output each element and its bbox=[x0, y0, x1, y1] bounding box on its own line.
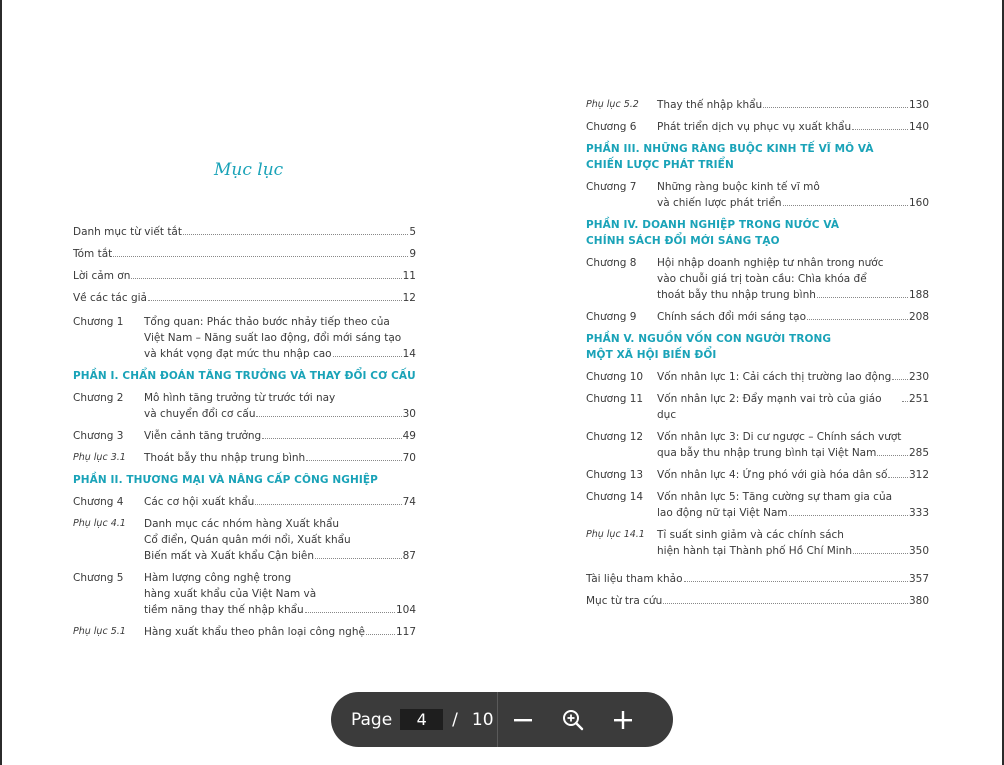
toc-entry-last-line bbox=[144, 602, 416, 618]
toc-entry-body bbox=[144, 450, 416, 466]
toc-entry-text: Thoát bẫy thu nhập trung bình bbox=[144, 452, 306, 464]
toc-entry-label: Chương 6 bbox=[586, 121, 637, 133]
toc-entry-body bbox=[144, 428, 416, 444]
toc-entry[interactable] bbox=[73, 224, 416, 240]
toc-entry-last-line bbox=[73, 268, 416, 284]
dot-leader bbox=[333, 356, 402, 357]
toc-entry-last-line bbox=[657, 119, 929, 135]
toc-page-number: 333 bbox=[908, 507, 929, 519]
toc-entry-label: Phụ lục 5.2 bbox=[586, 99, 639, 110]
toc-entry-label: Chương 10 bbox=[586, 371, 644, 383]
toc-entry-text: Tỉ suất sinh giảm và các chính sách bbox=[657, 529, 844, 541]
toc-page-number: 140 bbox=[908, 121, 929, 133]
toc-page-number: 357 bbox=[908, 573, 929, 585]
toc-entry-text: tiềm năng thay thế nhập khẩu bbox=[144, 604, 304, 616]
toc-entry-text: Chính sách đổi mới sáng tạo bbox=[657, 311, 807, 323]
page-title: Mục lục bbox=[214, 160, 284, 180]
toc-entry[interactable] bbox=[73, 494, 416, 510]
toc-entry[interactable] bbox=[73, 314, 416, 362]
toc-entry[interactable] bbox=[73, 516, 416, 564]
dot-leader bbox=[888, 477, 908, 478]
toc-entry-text: hàng xuất khẩu của Việt Nam và bbox=[144, 588, 317, 600]
toc-entry-body bbox=[144, 494, 416, 510]
toc-entry-last-line bbox=[657, 445, 929, 461]
toc-entry-text: Hội nhập doanh nghiệp tư nhân trong nước bbox=[657, 257, 884, 269]
toc-entry[interactable] bbox=[73, 570, 416, 618]
toc-entry-text: Về các tác giả bbox=[73, 292, 147, 304]
dot-leader bbox=[148, 300, 402, 301]
toc-entry-body bbox=[144, 516, 416, 564]
toc-entry-text: Vốn nhân lực 1: Cải cách thị trường lao động bbox=[657, 371, 892, 383]
dot-leader bbox=[763, 107, 908, 108]
toc-entry-label: Chương 8 bbox=[586, 257, 637, 269]
toc-entry-last-line bbox=[73, 224, 416, 240]
toc-entry-body bbox=[144, 390, 416, 422]
toc-entry[interactable] bbox=[73, 450, 416, 466]
toc-entry-text: Lời cảm ơn bbox=[73, 270, 131, 282]
toc-entry[interactable] bbox=[586, 369, 929, 385]
page-navigator bbox=[331, 692, 497, 747]
toc-entry-last-line bbox=[657, 543, 929, 559]
toc-entry-label: Chương 13 bbox=[586, 469, 644, 481]
toc-entry-body bbox=[73, 224, 416, 240]
toc-page-number: 9 bbox=[409, 248, 416, 260]
toc-page-number: 230 bbox=[908, 371, 929, 383]
toc-entry-text: Vốn nhân lực 3: Di cư ngược – Chính sách vượt bbox=[657, 431, 902, 443]
toc-entry-text: và khát vọng đạt mức thu nhập cao bbox=[144, 348, 332, 360]
toc-page-number: 14 bbox=[402, 348, 416, 360]
toc-entry-last-line bbox=[144, 450, 416, 466]
toc-entry-text: Danh mục các nhóm hàng Xuất khẩu bbox=[144, 518, 340, 530]
dot-leader bbox=[783, 205, 908, 206]
toc-entry-last-line bbox=[657, 287, 929, 303]
toc-entry-body bbox=[657, 527, 929, 559]
toc-entry-text: Hàm lượng công nghệ trong bbox=[144, 572, 292, 584]
toc-entry-body bbox=[73, 246, 416, 262]
toc-entry-body bbox=[657, 391, 929, 423]
toc-entry-last-line bbox=[657, 391, 929, 423]
toc-entry-last-line bbox=[657, 309, 929, 325]
toc-page-number: 130 bbox=[908, 99, 929, 111]
dot-leader bbox=[853, 553, 908, 554]
toc-entry-label: Chương 1 bbox=[73, 316, 124, 328]
toc-entry-body bbox=[657, 97, 929, 113]
toc-page-number: 160 bbox=[908, 197, 929, 209]
toc-entry[interactable] bbox=[586, 489, 929, 521]
dot-leader bbox=[315, 558, 402, 559]
toc-page-number: 87 bbox=[402, 550, 416, 562]
toc-entry-label: Chương 7 bbox=[586, 181, 637, 193]
dot-leader bbox=[305, 612, 395, 613]
dot-leader bbox=[892, 379, 908, 380]
viewer-frame-left bbox=[0, 0, 2, 765]
toc-entry-body bbox=[657, 309, 929, 325]
toc-entry-body bbox=[144, 314, 416, 362]
dot-leader bbox=[366, 634, 395, 635]
toc-entry-text: Các cơ hội xuất khẩu bbox=[144, 496, 255, 508]
toc-entry-body bbox=[144, 624, 416, 640]
toc-entry-last-line bbox=[657, 195, 929, 211]
toc-entry-body bbox=[657, 255, 929, 303]
dot-leader bbox=[663, 603, 908, 604]
toc-entry-last-line bbox=[144, 346, 416, 362]
toc-entry[interactable] bbox=[586, 309, 929, 325]
toc-entry-text: vào chuỗi giá trị toàn cầu: Chìa khóa để bbox=[657, 273, 867, 285]
toc-entry-text: Vốn nhân lực 5: Tăng cường sự tham gia của bbox=[657, 491, 893, 503]
toc-entry-text: Hàng xuất khẩu theo phân loại công nghệ bbox=[144, 626, 365, 638]
toc-page-number: 251 bbox=[908, 393, 929, 405]
toc-page-number: 285 bbox=[908, 447, 929, 459]
toc-entry-body bbox=[657, 467, 929, 483]
dot-leader bbox=[113, 256, 408, 257]
toc-entry-text: Viễn cảnh tăng trưởng bbox=[144, 430, 262, 442]
dot-leader bbox=[183, 234, 408, 235]
toc-left-column bbox=[73, 224, 416, 646]
toc-page-number: 49 bbox=[402, 430, 416, 442]
toc-entry-text: qua bẫy thu nhập trung bình tại Việt Nam bbox=[657, 447, 877, 459]
toc-entry-label: Chương 5 bbox=[73, 572, 124, 584]
toc-entry[interactable] bbox=[73, 624, 416, 640]
toc-entry-text: Mục từ tra cứu bbox=[586, 595, 663, 607]
toc-entry[interactable] bbox=[73, 268, 416, 284]
dot-leader bbox=[684, 581, 908, 582]
toc-entry-label: Chương 14 bbox=[586, 491, 644, 503]
toc-entry[interactable] bbox=[73, 390, 416, 422]
toc-entry-text: Danh mục từ viết tắt bbox=[73, 226, 182, 238]
toc-entry-body bbox=[657, 179, 929, 211]
toc-entry-text: Tóm tắt bbox=[73, 248, 113, 260]
dot-leader bbox=[131, 278, 401, 279]
zoom-in-button[interactable] bbox=[598, 692, 648, 747]
toc-entry-last-line bbox=[657, 467, 929, 483]
toc-entry-last-line bbox=[73, 246, 416, 262]
toc-entry-body bbox=[657, 489, 929, 521]
section-heading: PHẦN III. NHỮNG RÀNG BUỘC KINH TẾ VĨ MÔ VÀ CHIẾN LƯỢC PHÁT TRIỂN bbox=[586, 143, 874, 171]
toc-page-number: 5 bbox=[409, 226, 416, 238]
minus-icon bbox=[513, 710, 533, 730]
toc-entry-text: và chiến lược phát triển bbox=[657, 197, 782, 209]
toc-entry-last-line bbox=[586, 593, 929, 609]
dot-leader bbox=[262, 438, 401, 439]
dot-leader bbox=[902, 401, 908, 402]
toc-page-number: 74 bbox=[402, 496, 416, 508]
toc-entry-text: Biến mất và Xuất khẩu Cận biên bbox=[144, 550, 315, 562]
toc-entry-text: Tài liệu tham khảo bbox=[586, 573, 683, 585]
toc-entry[interactable] bbox=[73, 290, 416, 306]
toc-entry-last-line bbox=[144, 624, 416, 640]
toc-page-number: 11 bbox=[402, 270, 416, 282]
toc-entry-label: Chương 9 bbox=[586, 311, 637, 323]
section-heading: PHẦN II. THƯƠNG MẠI VÀ NÂNG CẤP CÔNG NGHIỆP bbox=[73, 474, 378, 486]
dot-leader bbox=[852, 129, 908, 130]
toc-entry-text: Những ràng buộc kinh tế vĩ mô bbox=[657, 181, 820, 193]
page-separator: / bbox=[452, 709, 458, 730]
toc-page-number: 12 bbox=[402, 292, 416, 304]
toc-entry-text: Tổng quan: Phác thảo bước nhảy tiếp theo của bbox=[144, 316, 390, 328]
toc-right-column bbox=[586, 97, 929, 615]
toc-entry-label: Chương 4 bbox=[73, 496, 124, 508]
toc-entry[interactable] bbox=[73, 246, 416, 262]
plus-icon bbox=[613, 710, 633, 730]
toc-entry-text: hiện hành tại Thành phố Hồ Chí Minh bbox=[657, 545, 852, 557]
toc-entry-text: Cổ điển, Quán quân mới nổi, Xuất khẩu bbox=[144, 534, 351, 546]
toc-entry-last-line bbox=[144, 406, 416, 422]
toc-entry-label: Chương 3 bbox=[73, 430, 124, 442]
toc-entry-text: Phát triển dịch vụ phục vụ xuất khẩu bbox=[657, 121, 852, 133]
toc-entry[interactable] bbox=[586, 97, 929, 113]
toc-entry-last-line bbox=[144, 548, 416, 564]
current-page-input[interactable]: 4 bbox=[400, 709, 443, 730]
dot-leader bbox=[306, 460, 401, 461]
section-heading: PHẦN I. CHẨN ĐOÁN TĂNG TRƯỞNG VÀ THAY ĐỔI CƠ CẤU bbox=[73, 370, 416, 382]
section-heading: PHẦN IV. DOANH NGHIỆP TRONG NƯỚC VÀ CHÍNH SÁCH ĐỔI MỚI SÁNG TẠO bbox=[586, 219, 840, 247]
toc-entry-label: Phụ lục 14.1 bbox=[586, 529, 645, 540]
toc-entry[interactable] bbox=[586, 255, 929, 303]
magnifier-icon bbox=[561, 708, 585, 732]
toc-entry-text: Việt Nam – Năng suất lao động, đổi mới sáng tạo bbox=[144, 332, 402, 344]
toc-entry[interactable] bbox=[586, 429, 929, 461]
toc-page-number: 312 bbox=[908, 469, 929, 481]
toc-entry[interactable] bbox=[73, 428, 416, 444]
toc-page-number: 70 bbox=[402, 452, 416, 464]
toc-entry-body bbox=[73, 290, 416, 306]
toc-entry[interactable] bbox=[586, 571, 929, 587]
toc-page-number: 30 bbox=[402, 408, 416, 420]
toc-page-number: 188 bbox=[908, 289, 929, 301]
toc-entry-label: Chương 2 bbox=[73, 392, 124, 404]
toc-entry-body bbox=[73, 268, 416, 284]
section-heading: PHẦN V. NGUỒN VỐN CON NGƯỜI TRONG MỘT XÃ HỘI BIẾN ĐỔI bbox=[586, 333, 832, 361]
toc-entry-text: và chuyển đổi cơ cấu bbox=[144, 408, 256, 420]
toc-page-number: 117 bbox=[395, 626, 416, 638]
pdf-toolbar bbox=[331, 692, 673, 747]
toc-entry-text: Vốn nhân lực 4: Ứng phó với già hóa dân số bbox=[657, 469, 888, 481]
toc-entry[interactable] bbox=[586, 391, 929, 423]
toc-entry-text: Mô hình tăng trưởng từ trước tới nay bbox=[144, 392, 336, 404]
toc-entry-text: lao động nữ tại Việt Nam bbox=[657, 507, 788, 519]
zoom-reset-button[interactable] bbox=[548, 692, 598, 747]
toc-entry-last-line bbox=[657, 97, 929, 113]
toc-entry[interactable] bbox=[586, 593, 929, 609]
toc-entry-label: Chương 11 bbox=[586, 393, 644, 405]
toc-entry-body bbox=[586, 571, 929, 587]
toc-entry-label: Chương 12 bbox=[586, 431, 644, 443]
toc-page-number: 350 bbox=[908, 545, 929, 557]
zoom-out-button[interactable] bbox=[498, 692, 548, 747]
toc-entry-text: Thay thế nhập khẩu bbox=[657, 99, 763, 111]
toc-entry-label: Phụ lục 4.1 bbox=[73, 518, 126, 529]
toc-entry-last-line bbox=[144, 494, 416, 510]
total-pages: 10 bbox=[471, 709, 494, 730]
toc-entry-label: Phụ lục 5.1 bbox=[73, 626, 126, 637]
toc-entry-text: thoát bẫy thu nhập trung bình bbox=[657, 289, 816, 301]
toc-page-number: 208 bbox=[908, 311, 929, 323]
toc-entry-last-line bbox=[144, 428, 416, 444]
toc-entry-last-line bbox=[586, 571, 929, 587]
toc-entry[interactable] bbox=[586, 467, 929, 483]
dot-leader bbox=[817, 297, 908, 298]
toc-entry-body bbox=[657, 429, 929, 461]
toc-entry-body bbox=[586, 593, 929, 609]
toc-page-number: 104 bbox=[395, 604, 416, 616]
page-label: Page bbox=[351, 709, 393, 730]
dot-leader bbox=[255, 504, 401, 505]
toc-entry-body bbox=[144, 570, 416, 618]
toc-entry[interactable] bbox=[586, 527, 929, 559]
toc-entry-text: Vốn nhân lực 2: Đẩy mạnh vai trò của giáo dục bbox=[657, 393, 882, 421]
toc-entry-body bbox=[657, 369, 929, 385]
toc-entry[interactable] bbox=[586, 179, 929, 211]
toc-page-number: 380 bbox=[908, 595, 929, 607]
dot-leader bbox=[789, 515, 908, 516]
dot-leader bbox=[877, 455, 908, 456]
toc-entry[interactable] bbox=[586, 119, 929, 135]
toc-entry-last-line bbox=[73, 290, 416, 306]
toc-entry-last-line bbox=[657, 369, 929, 385]
toc-entry-body bbox=[657, 119, 929, 135]
toc-entry-last-line bbox=[657, 505, 929, 521]
dot-leader bbox=[256, 416, 401, 417]
dot-leader bbox=[807, 319, 908, 320]
toc-entry-label: Phụ lục 3.1 bbox=[73, 452, 126, 463]
